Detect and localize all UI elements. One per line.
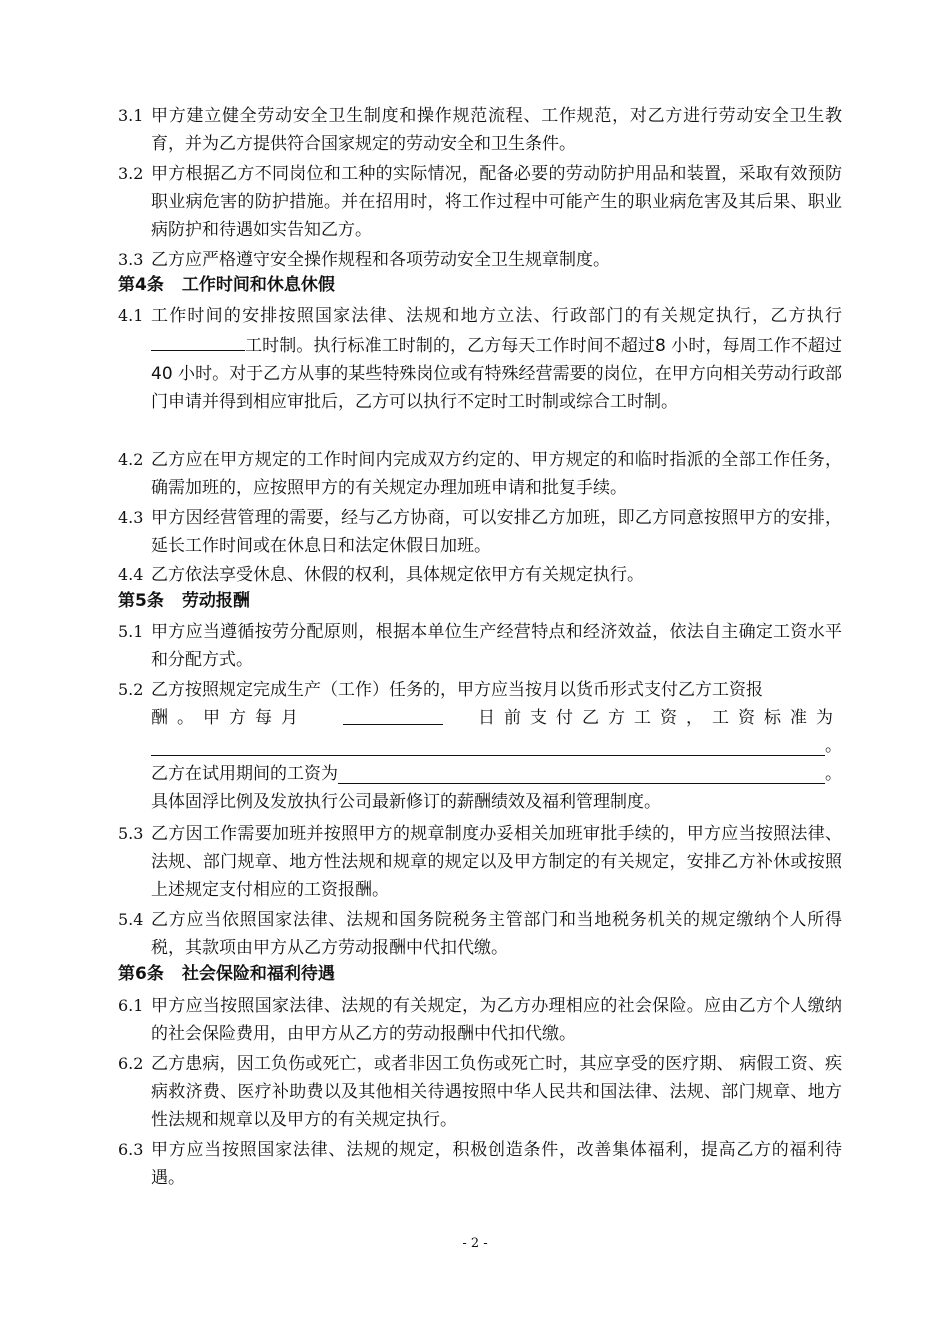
page-number: - 2 - xyxy=(462,1236,488,1251)
clause-text-part: 日前支付乙方工资，工资标准为 xyxy=(478,708,842,728)
clause-line: 具体固浮比例及发放执行公司最新修订的薪酬绩效及福利管理制度。 xyxy=(151,792,661,812)
clause-text xyxy=(151,676,842,816)
clause-number: 4.4 xyxy=(118,565,144,584)
pay-day-blank[interactable] xyxy=(343,704,443,725)
clause-text: 乙方依法享受休息、休假的权利，具体规定依甲方有关规定执行。 xyxy=(151,565,644,585)
clause-line: 乙方按照规定完成生产（工作）任务的，甲方应当按月以货币形式支付乙方工资报 xyxy=(151,680,763,700)
end-mark: 。 xyxy=(825,736,842,756)
clause-4-2 xyxy=(118,446,842,502)
section-label: 第4条 xyxy=(118,275,164,295)
section-5-heading xyxy=(118,588,250,614)
work-hours-system-blank[interactable] xyxy=(151,330,245,351)
section-label: 第6条 xyxy=(118,964,164,984)
clause-number: 3.3 xyxy=(118,250,144,269)
clause-text: 甲方因经营管理的需要，经与乙方协商，可以安排乙方加班，即乙方同意按照甲方的安排，延长工作时间或在休息日和法定休假日加班。 xyxy=(151,508,842,556)
clause-number: 6.2 xyxy=(118,1054,144,1073)
section-title: 社会保险和福利待遇 xyxy=(181,964,335,984)
clause-3-2 xyxy=(118,160,842,244)
clause-3-1 xyxy=(118,102,842,158)
clause-number: 5.4 xyxy=(118,910,144,929)
probation-salary-line xyxy=(151,760,842,788)
clause-text: 乙方应严格遵守安全操作规程和各项劳动安全卫生规章制度。 xyxy=(151,250,610,270)
clause-number: 3.1 xyxy=(118,106,144,125)
clause-number: 6.1 xyxy=(118,996,144,1015)
clause-text: 甲方应当按照国家法律、法规的有关规定，为乙方办理相应的社会保险。应由乙方个人缴纳的社会保险费用，由甲方从乙方的劳动报酬中代扣代缴。 xyxy=(151,996,842,1044)
clause-number: 6.3 xyxy=(118,1140,144,1159)
probation-salary-label: 乙方在试用期间的工资为 xyxy=(151,764,338,784)
salary-standard-blank[interactable] xyxy=(151,735,825,756)
clause-6-3 xyxy=(118,1136,842,1192)
clause-4-1 xyxy=(118,302,842,416)
clause-text: 甲方应当按照国家法律、法规的规定，积极创造条件，改善集体福利，提高乙方的福利待遇。 xyxy=(151,1140,842,1188)
clause-number: 5.1 xyxy=(118,622,144,641)
clause-5-3 xyxy=(118,820,842,904)
clause-text xyxy=(151,302,842,416)
clause-text-part: 酬。甲方每月 xyxy=(151,708,307,728)
clause-number: 5.2 xyxy=(118,680,144,699)
clause-4-4 xyxy=(118,561,842,589)
clause-text: 甲方应当遵循按劳分配原则，根据本单位生产经营特点和经济效益，依法自主确定工资水平和分配方式。 xyxy=(151,622,842,670)
clause-text: 乙方因工作需要加班并按照甲方的规章制度办妥相关加班审批手续的，甲方应当按照法律、法规、部门规章、地方性法规和规章的规定以及甲方制定的有关规定，安排乙方补休或按照上述规定支付相应的工资报酬。 xyxy=(151,824,842,900)
clause-6-2 xyxy=(118,1050,842,1134)
clause-3-3 xyxy=(118,246,842,274)
section-title: 工作时间和休息休假 xyxy=(181,275,335,295)
clause-5-4 xyxy=(118,906,842,962)
clause-number: 3.2 xyxy=(118,164,144,183)
section-4-heading xyxy=(118,272,335,298)
section-6-heading xyxy=(118,961,335,987)
clause-6-1 xyxy=(118,992,842,1048)
probation-salary-blank[interactable] xyxy=(338,763,825,784)
section-label: 第5条 xyxy=(118,591,164,611)
clause-line xyxy=(151,704,842,732)
clause-number: 4.3 xyxy=(118,508,144,527)
clause-text: 乙方患病，因工负伤或死亡，或者非因工负伤或死亡时，其应享受的医疗期、 病假工资、疾病救济费、医疗补助费以及其他相关待遇按照中华人民共和国法律、法规、部门规章、地方性法规和规章以及甲方的有关规定执行。 xyxy=(151,1054,842,1130)
clause-text-part: 工时制。执行标准工时制的，乙方每天工作时间不超过8 小时，每周工作不超过 40 小时。对于乙方从事的某些特殊岗位或有特殊经营需要的岗位，在甲方向相关劳动行政部门申请并得到相应审批后，乙方可以执行不定时工时制或综合工时制。 xyxy=(151,336,842,412)
clause-number: 5.3 xyxy=(118,824,144,843)
clause-text: 乙方应在甲方规定的工作时间内完成双方约定的、甲方规定的和临时指派的全部工作任务，确需加班的，应按照甲方的有关规定办理加班申请和批复手续。 xyxy=(151,450,842,498)
clause-4-3 xyxy=(118,504,842,560)
salary-standard-line xyxy=(151,732,842,760)
clause-5-1 xyxy=(118,618,842,674)
end-mark: 。 xyxy=(825,764,842,784)
clause-number: 4.2 xyxy=(118,450,144,469)
clause-text-part: 工作时间的安排按照国家法律、法规和地方立法、行政部门的有关规定执行，乙方执行 xyxy=(151,306,842,326)
clause-5-2 xyxy=(118,676,842,816)
clause-text: 甲方根据乙方不同岗位和工种的实际情况，配备必要的劳动防护用品和装置，采取有效预防职业病危害的防护措施。并在招用时，将工作过程中可能产生的职业病危害及其后果、职业病防护和待遇如实告知乙方。 xyxy=(151,164,842,240)
clause-number: 4.1 xyxy=(118,306,144,325)
clause-text: 甲方建立健全劳动安全卫生制度和操作规范流程、工作规范，对乙方进行劳动安全卫生教育，并为乙方提供符合国家规定的劳动安全和卫生条件。 xyxy=(151,106,842,154)
clause-text: 乙方应当依照国家法律、法规和国务院税务主管部门和当地税务机关的规定缴纳个人所得税，其款项由甲方从乙方劳动报酬中代扣代缴。 xyxy=(151,910,842,958)
section-title: 劳动报酬 xyxy=(181,591,250,611)
